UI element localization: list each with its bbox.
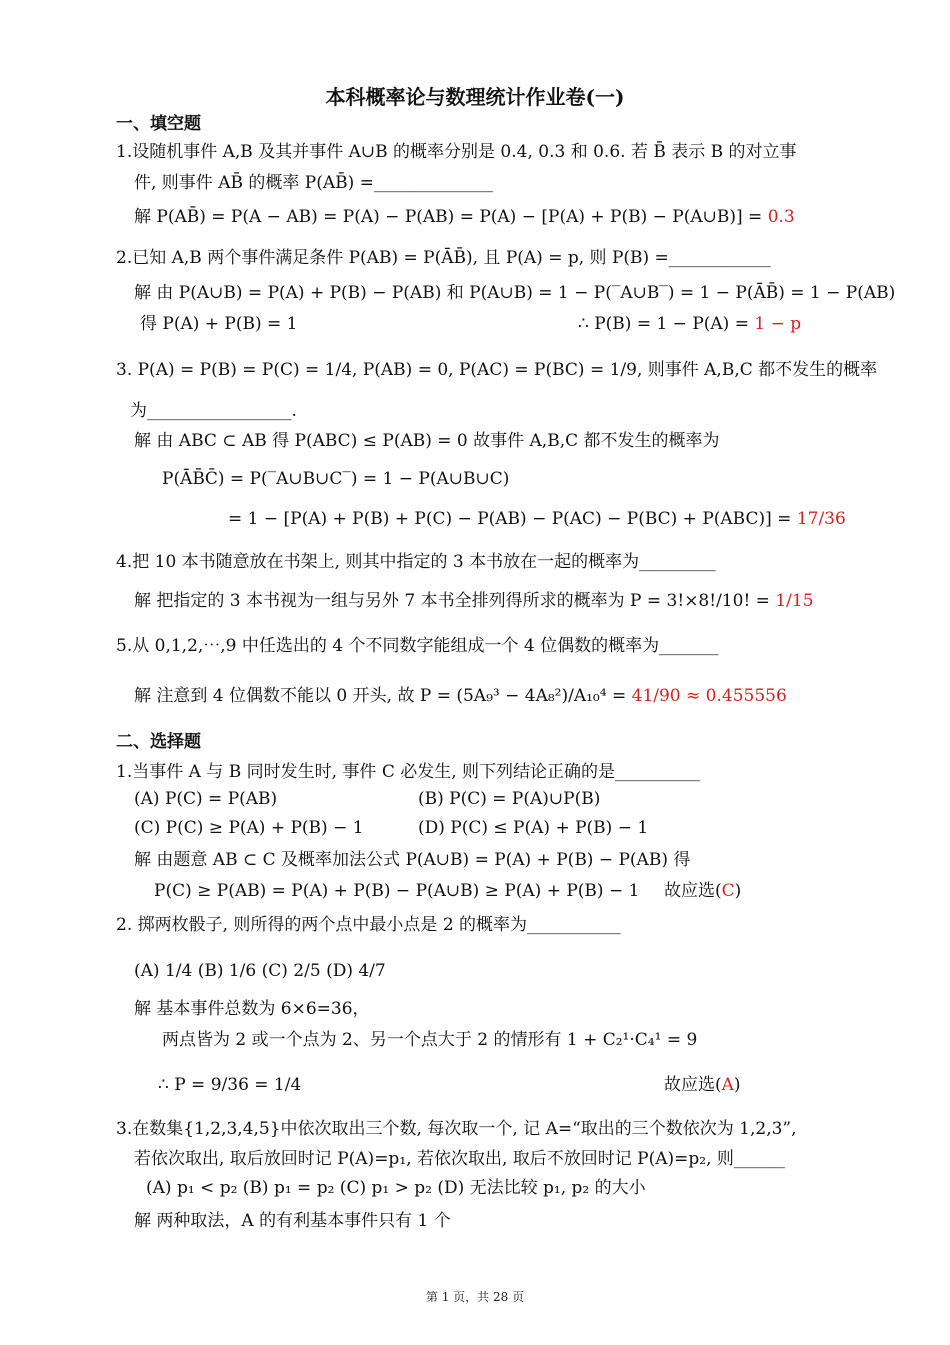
text-span: P(C) ≥ P(AB) = P(A) + P(B) − P(A∪B) ≥ P(A) + P(B) − 1: [154, 881, 640, 901]
section-heading-multiple-choice: 二、选择题: [116, 732, 201, 752]
text-line: [116, 633, 719, 659]
text-span: 若依次取出, 取后放回时记 P(A)=p₁, 若依次取出, 取后不放回时记 P(A)=p₂, 则______: [134, 1149, 785, 1169]
text-line: [134, 280, 895, 306]
answer-highlight: 1 − p: [754, 314, 802, 334]
section-heading-fill-blank: 一、填空题: [116, 114, 201, 134]
text-line: [154, 878, 639, 904]
text-line: [116, 245, 771, 271]
text-line: [134, 786, 277, 812]
text-line: [134, 847, 690, 873]
text-span: (D) P(C) ≤ P(A) + P(B) − 1: [418, 818, 649, 838]
text-span: 3.在数集{1,2,3,4,5}中依次取出三个数, 每次取一个, 记 A=“取出的三个数依次为 1,2,3”,: [116, 1119, 797, 1139]
text-line: [146, 1175, 646, 1201]
text-span: ): [733, 1075, 741, 1095]
answer-highlight: 17/36: [796, 509, 846, 529]
answer-highlight: A: [721, 1075, 734, 1095]
text-line: [130, 398, 297, 424]
text-line: [116, 912, 621, 938]
answer-highlight: 1/15: [775, 591, 814, 611]
text-span: = 1 − [P(A) + P(B) + P(C) − P(AB) − P(AC) − P(BC) + P(ABC)] =: [228, 509, 797, 529]
text-span: 3. P(A) = P(B) = P(C) = 1/4, P(AB) = 0, P(AC) = P(BC) = 1/9, 则事件 A,B,C 都不发生的概率: [116, 360, 878, 380]
text-line: [134, 683, 787, 709]
text-span: 解 P(AB̄) = P(A − AB) = P(A) − P(AB) = P(A) − [P(A) + P(B) − P(A∪B)] =: [134, 207, 768, 227]
text-span: 解 把指定的 3 本书视为一组与另外 7 本书全排列得所求的概率为 P = 3!×8!/10! =: [134, 591, 776, 611]
text-span: P(ĀB̄C̄) = P(‾A∪B∪C‾) = 1 − P(A∪B∪C): [162, 469, 510, 489]
text-line: [134, 1208, 451, 1234]
text-span: 2.已知 A,B 两个事件满足条件 P(AB) = P(ĀB̄), 且 P(A) = p, 则 P(B) =____________: [116, 248, 771, 268]
text-line: [116, 759, 700, 785]
answer-highlight: 41/90 ≈ 0.455556: [631, 686, 787, 706]
text-line: [134, 170, 493, 196]
text-line: [162, 1027, 697, 1053]
page-title: 本科概率论与数理统计作业卷(一): [325, 85, 625, 109]
text-line: [664, 878, 741, 904]
text-line: [140, 311, 298, 337]
text-line: [116, 1116, 797, 1142]
text-span: 为_________________.: [130, 401, 297, 421]
text-line: [134, 1146, 785, 1172]
text-span: 1.设随机事件 A,B 及其并事件 A∪B 的概率分别是 0.4, 0.3 和 0.6. 若 B̄ 表示 B 的对立事: [116, 142, 797, 162]
text-span: 5.从 0,1,2,⋯,9 中任选出的 4 个不同数字能组成一个 4 位偶数的概率为_______: [116, 636, 719, 656]
text-line: [134, 996, 370, 1022]
text-line: [578, 311, 801, 337]
text-line: [664, 1072, 741, 1098]
text-span: 1.当事件 A 与 B 同时发生时, 事件 C 必发生, 则下列结论正确的是__________: [116, 762, 701, 782]
text-line: [162, 466, 509, 492]
text-line: [116, 357, 877, 383]
text-line: [418, 815, 648, 841]
text-span: 2. 掷两枚骰子, 则所得的两个点中最小点是 2 的概率为___________: [116, 915, 621, 935]
text-line: [228, 506, 846, 532]
text-line: [116, 549, 716, 575]
text-line: [116, 139, 797, 165]
text-span: (A) 1/4 (B) 1/6 (C) 2/5 (D) 4/7: [134, 961, 386, 981]
text-line: [134, 958, 386, 984]
text-span: ∴ P(B) = 1 − P(A) =: [578, 314, 755, 334]
text-span: 4.把 10 本书随意放在书架上, 则其中指定的 3 本书放在一起的概率为_________: [116, 552, 716, 572]
text-span: 解 注意到 4 位偶数不能以 0 开头, 故 P = (5A₉³ − 4A₈²)/A₁₀⁴ =: [134, 686, 632, 706]
text-span: 故应选(: [664, 1075, 722, 1095]
page-footer: 第 1 页，共 28 页: [425, 1290, 525, 1304]
text-span: (C) P(C) ≥ P(A) + P(B) − 1: [134, 818, 364, 838]
answer-highlight: 0.3: [767, 207, 795, 227]
text-span: (A) p₁ < p₂ (B) p₁ = p₂ (C) p₁ > p₂ (D) 无法比较 p₁, p₂ 的大小: [146, 1178, 646, 1198]
text-span: ): [734, 881, 742, 901]
text-line: [134, 204, 795, 230]
text-span: 解 由题意 AB ⊂ C 及概率加法公式 P(A∪B) = P(A) + P(B) − P(AB) 得: [134, 850, 691, 870]
text-span: 解 基本事件总数为 6×6=36，: [134, 999, 370, 1019]
text-line: [134, 588, 814, 614]
text-span: ∴ P = 9/36 = 1/4: [158, 1075, 302, 1095]
text-span: 两点皆为 2 或一个点为 2、另一个点大于 2 的情形有 1 + C₂¹·C₄¹ = 9: [162, 1030, 698, 1050]
text-line: [134, 815, 364, 841]
answer-highlight: C: [721, 881, 735, 901]
text-line: [158, 1072, 301, 1098]
text-span: (B) P(C) = P(A)∪P(B): [418, 789, 601, 809]
text-line: [418, 786, 600, 812]
text-span: 故应选(: [664, 881, 722, 901]
text-span: 解 由 ABC ⊂ AB 得 P(ABC) ≤ P(AB) = 0 故事件 A,B,C 都不发生的概率为: [134, 431, 720, 451]
text-line: [134, 428, 720, 454]
text-span: 得 P(A) + P(B) = 1: [140, 314, 298, 334]
text-span: 件, 则事件 AB̄ 的概率 P(AB̄) =______________: [134, 173, 493, 193]
text-span: (A) P(C) = P(AB): [134, 789, 278, 809]
text-span: 解 两种取法，A 的有利基本事件只有 1 个: [134, 1211, 451, 1231]
text-span: 解 由 P(A∪B) = P(A) + P(B) − P(AB) 和 P(A∪B) = 1 − P(‾A∪B‾) = 1 − P(ĀB̄) = 1 − P(AB): [134, 283, 896, 303]
